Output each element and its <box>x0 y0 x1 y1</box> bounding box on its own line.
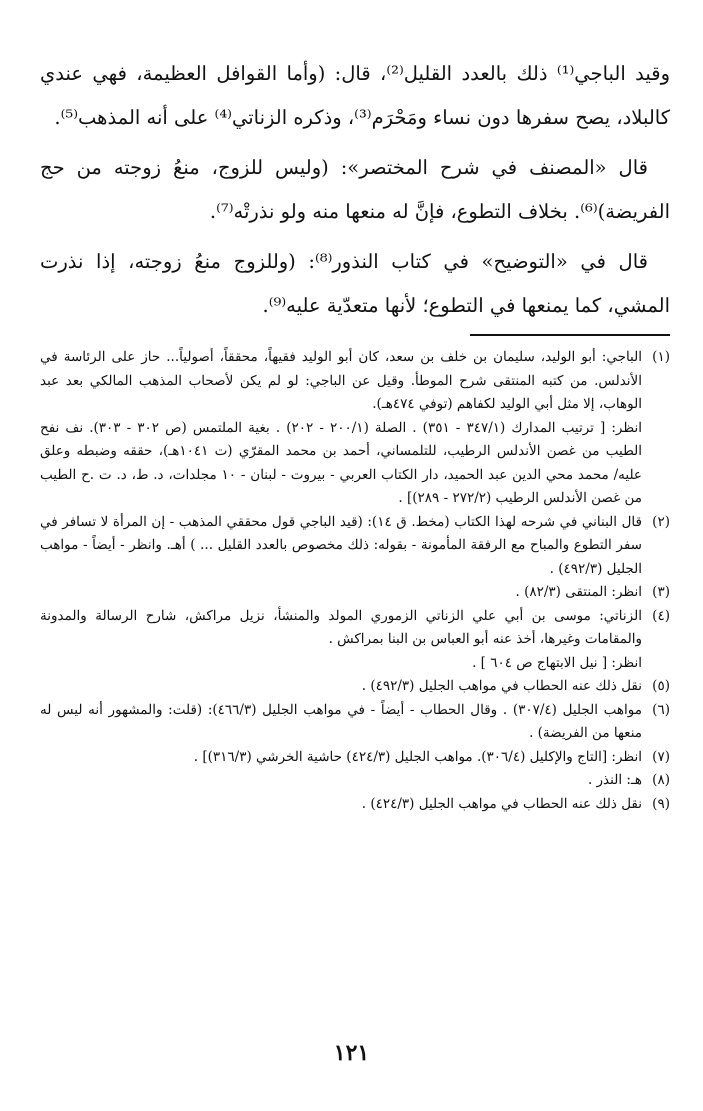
footnote-number: (٧) <box>652 748 670 765</box>
main-paragraph: وقيد الباجي⁽¹⁾ ذلك بالعدد القليل⁽²⁾، قال: (وأما القوافل العظيمة، فهي عندي كالبلاد، يصح سفرها دون نساء ومَحْرَم⁽³⁾، وذكره الزناتي⁽⁴⁾ على أنه المذهب⁽⁵⁾. <box>40 62 671 129</box>
footnotes <box>40 346 670 816</box>
footnote-body <box>40 675 642 699</box>
footnote-2 <box>40 511 670 582</box>
footnote-line: انظر: المنتقى (٨٢/٣) . <box>515 584 642 600</box>
footnote-line: قال البناني في شرحه لهذا الكتاب (مخط. ق ١٤): (قيد الباجي قول محققي المذهب - إن المرأة لا تسافر في سفر التطوع والمباح مع الرفقة المأمونة - بقوله: ذلك مخصوص بالعدد القليل ... ) أهـ. وانظر - أيضاً - مواهب الجليل (٤٩٢/٣) . <box>40 513 642 577</box>
footnote-number: (٩) <box>652 795 670 812</box>
footnote-number: (٤) <box>652 607 670 624</box>
footnote-line: انظر: [ نيل الابتهاج ص ٦٠٤ ] . <box>472 654 642 671</box>
footnote-body <box>40 605 642 676</box>
page-content <box>40 52 670 816</box>
main-paragraph: قال في «التوضيح» في كتاب النذور⁽⁸⁾: (وللزوج منعُ زوجته، إذا نذرت المشي، كما يمنعها في التطوع؛ لأنها متعدّية عليه⁽⁹⁾. <box>40 250 670 317</box>
footnote-5 <box>40 675 670 699</box>
main-paragraph: قال «المصنف في شرح المختصر»: (وليس للزوج، منعُ زوجته من حج الفريضة)⁽⁶⁾. بخلاف التطوع، فإنَّ له منعها منه ولو نذرتْه⁽⁷⁾. <box>40 156 670 223</box>
page-number: ١٢١ <box>333 1040 370 1066</box>
footnote-line: انظر: [التاج والإكليل (٣٠٦/٤). مواهب الجليل (٤٢٤/٣) حاشية الخرشي (٣١٦/٣)] . <box>193 748 642 765</box>
footnote-number: (٦) <box>652 701 670 718</box>
footnote-number: (٥) <box>652 678 670 694</box>
footnote-body <box>40 699 642 746</box>
footnote-line: نقل ذلك عنه الحطاب في مواهب الجليل (٤٩٢/٣) . <box>361 678 642 694</box>
footnote-body <box>40 581 642 605</box>
footnote-8 <box>40 769 670 793</box>
footnote-number: (٣) <box>652 584 670 600</box>
footnote-number: (١) <box>652 349 670 365</box>
footnote-number: (٢) <box>652 513 670 530</box>
footnote-line: هـ: النذر . <box>587 772 642 788</box>
footnote-9 <box>40 793 670 817</box>
main-text <box>40 52 670 328</box>
footnote-body <box>40 511 642 582</box>
footnote-3 <box>40 581 670 605</box>
footnote-1 <box>40 346 670 511</box>
footnote-line: مواهب الجليل (٣٠٧/٤) . وقال الحطاب - أيضاً - في مواهب الجليل (٤٦٦/٣): (قلت: والمشهور أنه ليس له منعها من الفريضة) . <box>40 701 642 741</box>
footnote-4 <box>40 605 670 676</box>
footnote-line: الزناتي: موسى بن أبي علي الزناتي الزموري المولد والمنشأ، نزيل مراكش، شارح الرسالة والمدونة والمقامات وغيرها، أخذ عنه أبو العباس بن البنا بمراكش . <box>40 607 642 647</box>
footnote-line: انظر: [ ترتيب المدارك (٣٤٧/١ - ٣٥١) . الصلة (٢٠٠/١ - ٢٠٢) . بغية الملتمس (ص ٣٠٢ - ٣٠٣). نف نفح الطيب من غصن الأندلس الرطيب، للتلمساني، أحمد بن محمد المقرّي (ت ١٠٤١هـ)، حققه وضبطه وعلق عليه/ محمد محي الدين عبد الحميد، دار الكتاب العربي - بيروت - لبنان - ١٠ مجلدات، د. ط، د. ت .ح الطيب من غصن الأندلس الرطيب (٢٧٢/٢ - ٢٨٩)] . <box>40 419 643 506</box>
footnote-body <box>40 793 642 817</box>
footnote-divider <box>470 334 670 336</box>
footnote-line: نقل ذلك عنه الحطاب في مواهب الجليل (٤٢٤/٣) . <box>361 795 642 812</box>
footnote-body <box>40 769 642 793</box>
footnote-6 <box>40 699 670 746</box>
footnote-number: (٨) <box>652 772 670 788</box>
footnote-body <box>40 746 642 770</box>
footnote-line: الباجي: أبو الوليد، سليمان بن خلف بن سعد، كان أبو الوليد فقيهاً، محققاً، أصولياً... حاز على الرئاسة في الأندلس. من كتبه المنتقى شرح الموطأ. وقيل عن الباجي: لو لم يكن لأصحاب المذهب المالكي بعد عبد الوهاب، إلا مثل أبي الوليد لكفاهم (توفي ٤٧٤هـ). <box>40 349 642 412</box>
footnote-7 <box>40 746 670 770</box>
footnote-body <box>40 346 642 511</box>
